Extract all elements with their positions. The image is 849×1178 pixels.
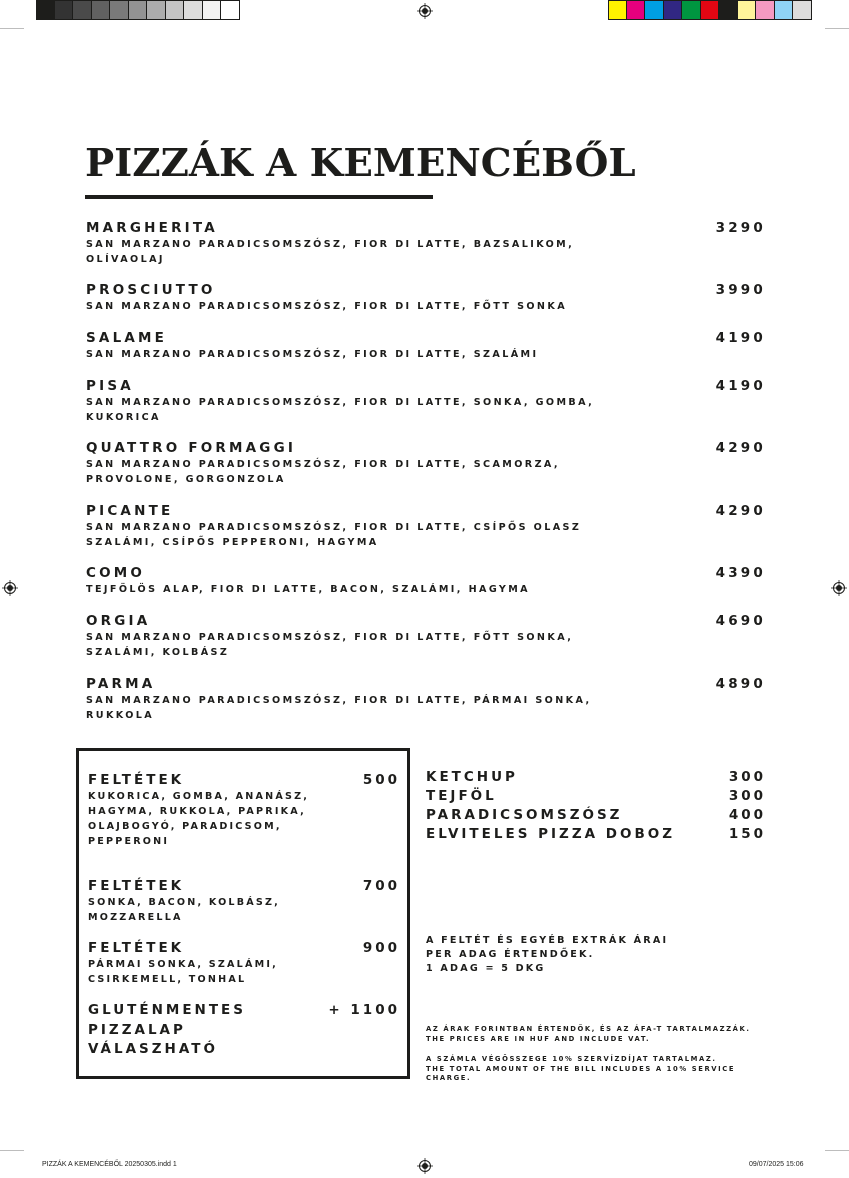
menu-item-description: SAN MARZANO PARADICSOMSZÓSZ, FIOR DI LATTE, FŐTT SONKA <box>86 301 568 312</box>
menu-item-price: 4890 <box>715 676 766 692</box>
sauce-name: KETCHUP <box>426 769 518 785</box>
topping-group-price: 700 <box>362 878 400 894</box>
menu-item-price: 4690 <box>715 613 766 629</box>
color-swatch <box>701 0 720 20</box>
topping-group-price: 900 <box>362 940 400 956</box>
toppings-box <box>76 748 410 1079</box>
menu-item-price: 4290 <box>715 503 766 519</box>
crop-mark <box>0 1150 24 1151</box>
gluten-free-price: + 1100 <box>328 1002 400 1018</box>
slug-date: 09/07/2025 15:06 <box>749 1161 804 1168</box>
menu-item-description: SAN MARZANO PARADICSOMSZÓSZ, FIOR DI LATTE, SCAMORZA, PROVOLONE, GORGONZOLA <box>86 459 560 485</box>
menu-item-pisa <box>86 379 766 425</box>
menu-item-price: 3990 <box>715 282 766 298</box>
list-item <box>426 787 766 806</box>
color-swatch <box>147 0 166 20</box>
topping-group-list: SONKA, BACON, KOLBÁSZ, MOZZARELLA <box>88 897 280 923</box>
vat-note-en: THE PRICES ARE IN HUF AND INCLUDE VAT. <box>426 1034 651 1043</box>
color-swatch <box>682 0 701 20</box>
color-swatch <box>627 0 646 20</box>
menu-item-name: PICANTE <box>86 503 174 519</box>
list-item <box>426 806 766 825</box>
menu-item-description: SAN MARZANO PARADICSOMSZÓSZ, FIOR DI LATTE, PÁRMAI SONKA, RUKKOLA <box>86 695 592 721</box>
menu-item-quattro-formaggi <box>86 441 766 487</box>
registration-mark-icon <box>417 3 433 19</box>
crop-mark <box>825 28 849 29</box>
sauces-list <box>426 768 766 844</box>
color-swatch <box>110 0 129 20</box>
topping-group-list: KUKORICA, GOMBA, ANANÁSZ, HAGYMA, RUKKOLA, PAPRIKA, OLAJBOGYÓ, PARADICSOM, PEPPERONI <box>88 791 310 847</box>
topping-group-name: FELTÉTEK <box>88 878 185 894</box>
menu-item-price: 3290 <box>715 220 766 236</box>
process-color-bar <box>608 0 812 20</box>
color-swatch <box>73 0 92 20</box>
portion-note-line: A FELTÉT ÉS EGYÉB EXTRÁK ÁRAI <box>426 935 669 946</box>
color-swatch <box>793 0 812 20</box>
topping-group-list: PÁRMAI SONKA, SZALÁMI, CSIRKEMELL, TONHAL <box>88 959 278 985</box>
menu-item-name: PROSCIUTTO <box>86 282 216 298</box>
menu-item-name: SALAME <box>86 330 168 346</box>
sauce-price: 300 <box>728 769 766 785</box>
menu-item-price: 4290 <box>715 440 766 456</box>
topping-group-name: FELTÉTEK <box>88 772 185 788</box>
registration-mark-icon <box>417 1158 433 1174</box>
portion-note <box>426 934 766 976</box>
crop-mark <box>825 1150 849 1151</box>
topping-group <box>88 879 400 925</box>
sauce-name: TEJFÖL <box>426 788 497 804</box>
gluten-free-option <box>88 1001 400 1060</box>
menu-item-picante <box>86 504 766 550</box>
color-swatch <box>166 0 185 20</box>
color-swatch <box>738 0 757 20</box>
vat-note <box>426 1025 766 1044</box>
menu-item-description: SAN MARZANO PARADICSOMSZÓSZ, FIOR DI LATTE, FŐTT SONKA, SZALÁMI, KOLBÁSZ <box>86 632 574 658</box>
menu-item-description: SAN MARZANO PARADICSOMSZÓSZ, FIOR DI LATTE, CSÍPŐS OLASZ SZALÁMI, CSÍPŐS PEPPERONI, HAGYMA <box>86 522 582 548</box>
color-swatch <box>221 0 240 20</box>
list-item <box>426 825 766 844</box>
color-swatch <box>55 0 74 20</box>
registration-mark-icon <box>831 580 847 596</box>
color-swatch <box>203 0 222 20</box>
menu-item-description: TEJFÖLÖS ALAP, FIOR DI LATTE, BACON, SZALÁMI, HAGYMA <box>86 584 531 595</box>
slug-filename: PIZZÁK A KEMENCÉBŐL 20250305.indd 1 <box>42 1161 177 1168</box>
color-swatch <box>756 0 775 20</box>
title-underline <box>85 195 433 199</box>
list-item <box>426 768 766 787</box>
grayscale-color-bar <box>36 0 240 20</box>
color-swatch <box>92 0 111 20</box>
topping-group <box>88 941 400 987</box>
menu-item-price: 4390 <box>715 565 766 581</box>
menu-item-name: MARGHERITA <box>86 220 218 236</box>
color-swatch <box>36 0 55 20</box>
menu-item-como <box>86 566 766 597</box>
menu-item-parma <box>86 677 766 723</box>
sauce-name: PARADICSOMSZÓSZ <box>426 807 623 823</box>
menu-item-description: SAN MARZANO PARADICSOMSZÓSZ, FIOR DI LATTE, BAZSALIKOM, OLÍVAOLAJ <box>86 239 575 265</box>
gluten-free-label: GLUTÉNMENTES PIZZALAP VÁLASZHATÓ <box>88 1002 247 1057</box>
topping-group <box>88 773 400 849</box>
sauce-price: 300 <box>728 788 766 804</box>
page-title: PIZZÁK A KEMENCÉBŐL <box>85 140 636 185</box>
service-note <box>426 1055 766 1084</box>
color-swatch <box>719 0 738 20</box>
menu-item-name: QUATTRO FORMAGGI <box>86 440 297 456</box>
menu-item-name: PARMA <box>86 676 156 692</box>
color-swatch <box>608 0 627 20</box>
topping-group-price: 500 <box>362 772 400 788</box>
menu-item-margherita <box>86 221 766 267</box>
color-swatch <box>129 0 148 20</box>
menu-item-price: 4190 <box>715 378 766 394</box>
menu-item-orgia <box>86 614 766 660</box>
color-swatch <box>645 0 664 20</box>
menu-item-description: SAN MARZANO PARADICSOMSZÓSZ, FIOR DI LATTE, SZALÁMI <box>86 349 539 360</box>
portion-note-line: PER ADAG ÉRTENDŐEK. <box>426 949 595 960</box>
menu-item-name: PISA <box>86 378 134 394</box>
menu-item-name: ORGIA <box>86 613 151 629</box>
service-note-hu: A SZÁMLA VÉGÖSSZEGE 10% SZERVÍZDÍJAT TARTALMAZ. <box>426 1055 717 1063</box>
menu-item-description: SAN MARZANO PARADICSOMSZÓSZ, FIOR DI LATTE, SONKA, GOMBA, KUKORICA <box>86 397 595 423</box>
sauce-price: 400 <box>728 807 766 823</box>
registration-mark-icon <box>2 580 18 596</box>
sauce-price: 150 <box>728 826 766 842</box>
vat-note-hu: AZ ÁRAK FORINTBAN ÉRTENDŐK, ÉS AZ ÁFA-T TARTALMAZZÁK. <box>426 1025 751 1033</box>
portion-note-line: 1 ADAG = 5 DKG <box>426 963 546 974</box>
sauce-name: ELVITELES PIZZA DOBOZ <box>426 826 675 842</box>
service-note-en: THE TOTAL AMOUNT OF THE BILL INCLUDES A 10% SERVICE CHARGE. <box>426 1064 736 1082</box>
crop-mark <box>0 28 24 29</box>
topping-group-name: FELTÉTEK <box>88 940 185 956</box>
color-swatch <box>184 0 203 20</box>
menu-item-prosciutto <box>86 283 766 314</box>
color-swatch <box>664 0 683 20</box>
menu-item-price: 4190 <box>715 330 766 346</box>
menu-item-salame <box>86 331 766 362</box>
color-swatch <box>775 0 794 20</box>
menu-item-name: COMO <box>86 565 146 581</box>
